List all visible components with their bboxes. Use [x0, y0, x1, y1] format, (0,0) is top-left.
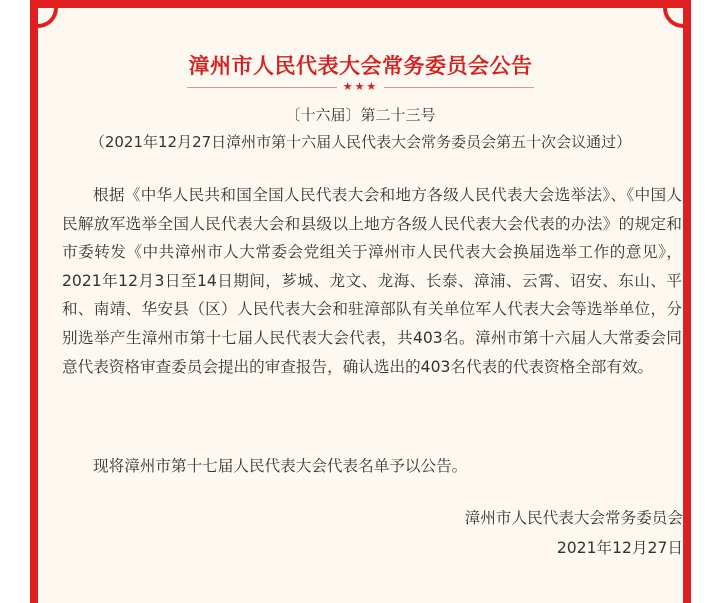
announcement-title: 漳州市人民代表大会常务委员会公告: [188, 54, 533, 78]
body-paragraph-2: 现将漳州市第十七届人民代表大会代表名单予以公告。: [93, 457, 468, 475]
divider-line-right: [384, 87, 534, 88]
body-paragraph-1: 根据《中华人民共和国全国人民代表大会和地方各级人民代表大会选举法》、《中国人民解放军选举全国人民代表大会和县级以上地方各级人民代表大会代表的办法》的规定和市委转发《中共漳州市人大常委会党组关于漳州市人民代表大会换届选举工作的意见》，2021年12月3日至14日期间，芗城、龙文、龙海、长泰、漳浦、云霄、诏安、东山、平和、南靖、华安县（区）人民代表大会和驻漳部队有关单位军人代表大会等选举单位，分别选举产生漳州市第十七届人民代表大会代表，共403名。漳州市第十六届人大常委会同意代表资格审查委员会提出的审查报告，确认选出的403名代表的代表资格全部有效。: [62, 186, 682, 376]
divider-line-left: [187, 87, 337, 88]
star-divider: [0, 80, 721, 93]
session-number: 〔十六届〕第二十三号: [285, 106, 436, 124]
red-border-top: [30, 0, 691, 8]
signer: 漳州市人民代表大会常务委员会: [464, 509, 683, 527]
adopted-note: （2021年12月27日漳州市第十六届人民代表大会常务委员会第五十次会议通过）: [89, 133, 632, 151]
signing-date: 2021年12月27日: [556, 539, 683, 557]
star-icons: ★★★: [342, 80, 379, 93]
